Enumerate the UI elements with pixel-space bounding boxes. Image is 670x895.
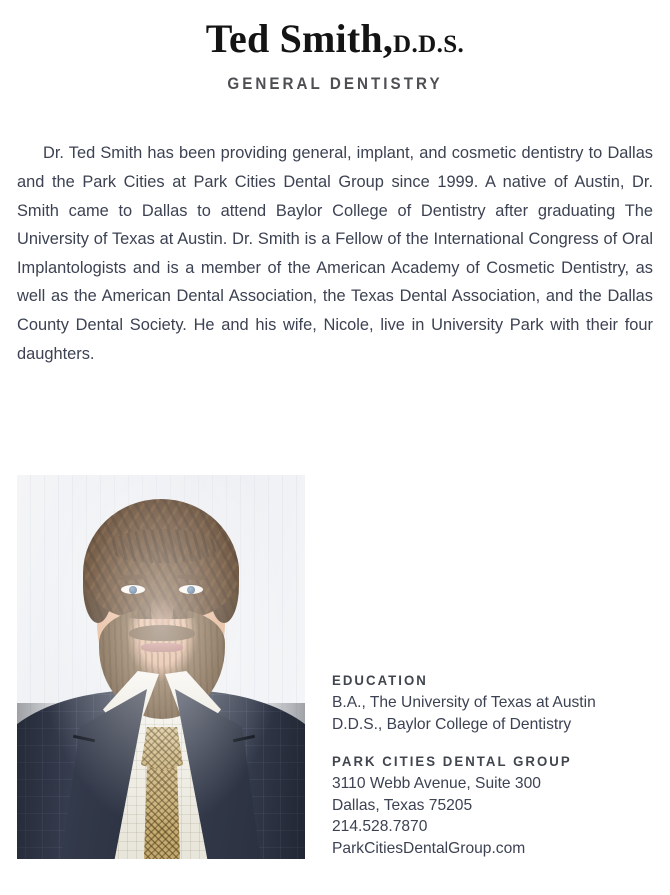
iris-right (187, 586, 195, 594)
specialty-subtitle: GENERAL DENTISTRY (227, 75, 443, 93)
hair-fringe (109, 529, 217, 563)
education-heading: EDUCATION (332, 673, 428, 689)
iris-left (129, 586, 137, 594)
page-title (0, 16, 670, 68)
practice-website[interactable]: ParkCitiesDentalGroup.com (332, 839, 526, 857)
education-line: D.D.S., Baylor College of Dentistry (332, 715, 572, 733)
info-column (332, 671, 642, 859)
mustache (129, 625, 195, 641)
portrait-photo (17, 475, 305, 859)
practice-address-line: 3110 Webb Avenue, Suite 300 (332, 775, 541, 792)
doctor-credential-text: D.D.S. (393, 31, 465, 58)
education-line: B.A., The University of Texas at Austin (332, 694, 596, 711)
biography-paragraph: Dr. Ted Smith has been providing general, implant, and cosmetic dentistry to Dallas and the Park Cities at Park Cities Dental Group since 1999. A native of Austin, Dr. Smith came to Dallas to attend Baylor College of Dentistry after graduating The University of Texas at Austin. Dr. Smith is a Fellow of the International Congress of Oral Implantologists and is a member of the American Academy of Cosmetic Dentistry, as well as the American Dental Association, the Texas Dental Association, and the Dallas County Dental Society. He and his wife, Nicole, live in University Park with their four daughters. (17, 144, 653, 363)
practice-phone[interactable]: 214.528.7870 (332, 818, 428, 835)
practice-city-line: Dallas, Texas 75205 (332, 796, 473, 814)
doctor-name-text: Ted Smith, (205, 16, 394, 61)
mouth (141, 643, 183, 652)
necktie-knot (141, 727, 183, 771)
section-spacer (332, 735, 642, 752)
nose (151, 597, 173, 627)
practice-heading: PARK CITIES DENTAL GROUP (332, 754, 572, 770)
necktie-body (144, 767, 180, 859)
page-header (0, 16, 670, 94)
